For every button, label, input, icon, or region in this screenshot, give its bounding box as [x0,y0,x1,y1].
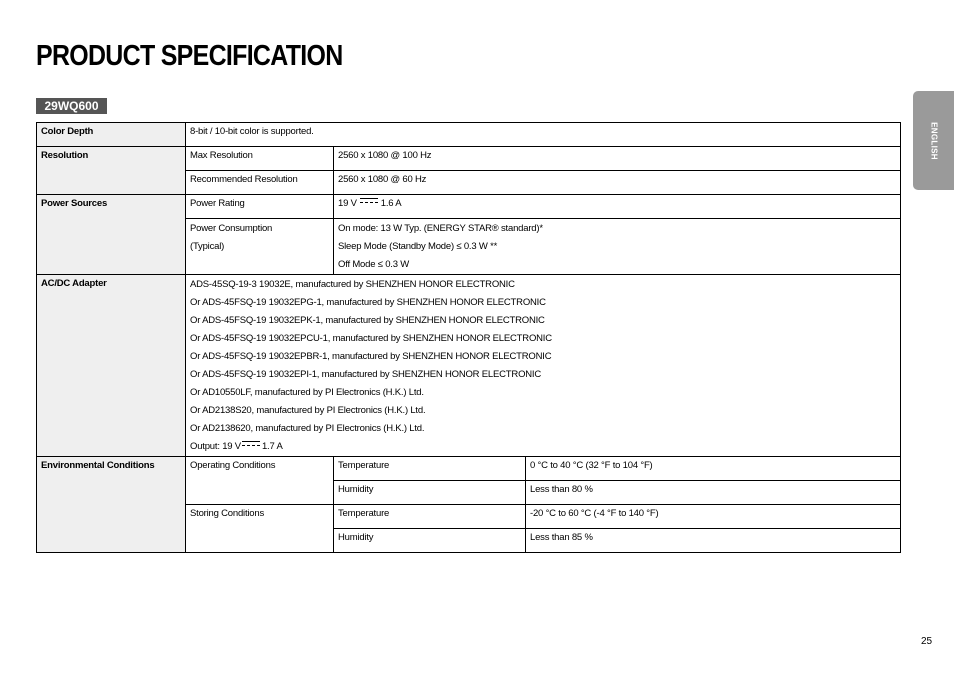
adapter-line: Or ADS-45FSQ-19 19032EPCU-1, manufactured by SHENZHEN HONOR ELECTRONIC [190,333,552,344]
dc-symbol-icon [242,441,260,448]
storing-humidity-value: Less than 85 % [526,529,901,553]
temperature-label: Temperature [334,457,526,481]
model-badge: 29WQ600 [36,98,107,114]
adapter-line: Or ADS-45FSQ-19 19032EPI-1, manufactured by SHENZHEN HONOR ELECTRONIC [190,369,542,380]
power-consumption-label-line: Power Consumption [190,223,273,234]
adapter-output-voltage: Output: 19 V [190,441,241,452]
operating-temperature-value: 0 °C to 40 °C (32 °F to 104 °F) [526,457,901,481]
humidity-label: Humidity [334,481,526,505]
adapter-line: Or ADS-45FSQ-19 19032EPK-1, manufactured by SHENZHEN HONOR ELECTRONIC [190,315,545,326]
page-number: 25 [921,636,933,647]
power-rating-current: 1.6 A [380,198,402,209]
temperature-label: Temperature [334,505,526,529]
adapter-line: Or AD2138620, manufactured by PI Electronics (H.K.) Ltd. [190,423,425,434]
consumption-line: Off Mode ≤ 0.3 W [338,259,410,270]
adapter-line: Or AD10550LF, manufactured by PI Electronics (H.K.) Ltd. [190,387,424,398]
color-depth-header: Color Depth [37,123,186,147]
adapter-line: Or ADS-45FSQ-19 19032EPBR-1, manufactured by SHENZHEN HONOR ELECTRONIC [190,351,552,362]
language-tab-label: ENGLISH [929,121,938,160]
power-consumption-value [334,219,901,275]
language-tab [913,91,954,190]
operating-humidity-value: Less than 80 % [526,481,901,505]
page-title: PRODUCT SPECIFICATION [36,40,343,72]
adapter-line: Or ADS-45FSQ-19 19032EPG-1, manufactured by SHENZHEN HONOR ELECTRONIC [190,297,546,308]
adapter-output-line [190,438,896,456]
consumption-line: On mode: 13 W Typ. (ENERGY STAR® standard)* [338,223,543,234]
power-consumption-label-line: (Typical) [190,241,225,252]
power-rating-voltage: 19 V [338,198,357,209]
power-sources-header: Power Sources [37,195,186,275]
adapter-line: ADS-45SQ-19-3 19032E, manufactured by SHENZHEN HONOR ELECTRONIC [190,279,515,290]
max-resolution-value: 2560 x 1080 @ 100 Hz [334,147,901,171]
adapter-line: Or AD2138S20, manufactured by PI Electronics (H.K.) Ltd. [190,405,426,416]
storing-conditions-label: Storing Conditions [186,505,334,553]
power-rating-label: Power Rating [186,195,334,219]
adapter-value [186,275,901,457]
row-resolution-max [37,147,901,171]
row-env-operating-temp [37,457,901,481]
power-rating-value [334,195,901,219]
row-power-rating [37,195,901,219]
adapter-header: AC/DC Adapter [37,275,186,457]
row-adapter [37,275,901,457]
consumption-line: Sleep Mode (Standby Mode) ≤ 0.3 W ** [338,241,498,252]
dc-symbol-icon [360,198,378,205]
recommended-resolution-label: Recommended Resolution [186,171,334,195]
resolution-header: Resolution [37,147,186,195]
humidity-label: Humidity [334,529,526,553]
recommended-resolution-value: 2560 x 1080 @ 60 Hz [334,171,901,195]
max-resolution-label: Max Resolution [186,147,334,171]
row-color-depth [37,123,901,147]
storing-temperature-value: -20 °C to 60 °C (-4 °F to 140 °F) [526,505,901,529]
operating-conditions-label: Operating Conditions [186,457,334,505]
specification-table [36,122,901,553]
color-depth-value: 8-bit / 10-bit color is supported. [186,123,901,147]
adapter-output-current: 1.7 A [261,441,283,452]
power-consumption-label [186,219,334,275]
environment-header: Environmental Conditions [37,457,186,553]
